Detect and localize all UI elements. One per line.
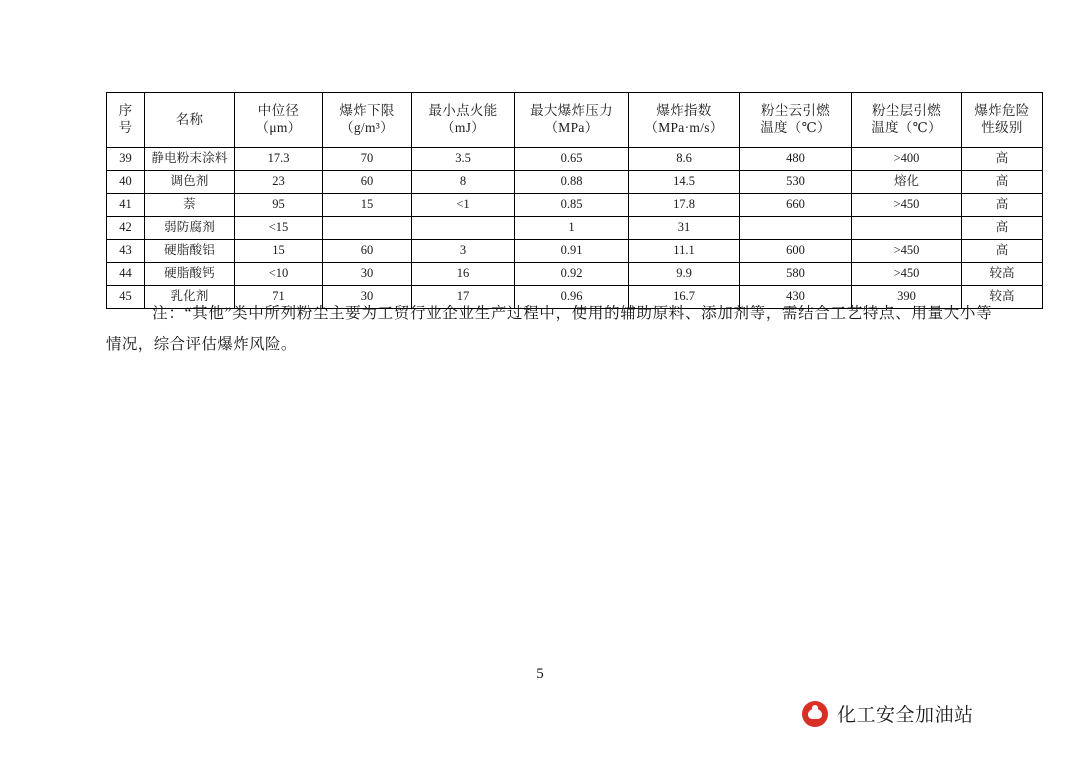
cell-risk-level: 高 xyxy=(962,240,1043,263)
cell-index: 42 xyxy=(107,217,145,240)
cell-lower-explosive-limit: 60 xyxy=(323,240,412,263)
cell-index: 43 xyxy=(107,240,145,263)
cell-index: 40 xyxy=(107,171,145,194)
header-line-1: 爆炸指数 xyxy=(656,103,712,119)
cell-name: 弱防腐剂 xyxy=(145,217,235,240)
watermark xyxy=(802,700,974,727)
cell-layer-ignition-temp: 熔化 xyxy=(852,171,962,194)
cell-layer-ignition-temp: >450 xyxy=(852,194,962,217)
cell-max-explosion-pressure: 0.65 xyxy=(515,148,629,171)
cell-median-diameter: 17.3 xyxy=(235,148,323,171)
table-row xyxy=(107,240,1043,263)
header-line-1: 最小点火能 xyxy=(428,103,498,119)
table-footnote xyxy=(106,298,992,360)
cell-layer-ignition-temp xyxy=(852,217,962,240)
cell-median-diameter: 71 xyxy=(235,286,323,309)
cell-median-diameter: <15 xyxy=(235,217,323,240)
cell-index: 39 xyxy=(107,148,145,171)
header-line-2: 性级别 xyxy=(981,120,1023,135)
cell-risk-level: 高 xyxy=(962,148,1043,171)
cell-index: 44 xyxy=(107,263,145,286)
header-cell-index xyxy=(107,93,145,148)
header-line-2: （mJ） xyxy=(441,120,485,135)
header-line-1: 序 xyxy=(118,103,133,119)
cell-layer-ignition-temp: >450 xyxy=(852,263,962,286)
cell-name: 萘 xyxy=(145,194,235,217)
header-line-2: （MPa·m/s） xyxy=(644,120,724,135)
cell-lower-explosive-limit: 30 xyxy=(323,286,412,309)
cell-median-diameter: <10 xyxy=(235,263,323,286)
header-cell-max-explosion-pressure xyxy=(515,93,629,148)
cell-lower-explosive-limit: 30 xyxy=(323,263,412,286)
table-row xyxy=(107,148,1043,171)
cell-explosion-index: 17.8 xyxy=(629,194,740,217)
cell-median-diameter: 95 xyxy=(235,194,323,217)
cell-explosion-index: 16.7 xyxy=(629,286,740,309)
cell-max-explosion-pressure: 0.88 xyxy=(515,171,629,194)
header-line-2: （μm） xyxy=(255,120,302,135)
cell-cloud-ignition-temp: 430 xyxy=(740,286,852,309)
cell-layer-ignition-temp: >450 xyxy=(852,240,962,263)
table-header-row xyxy=(107,93,1043,148)
cell-min-ignition-energy: 3.5 xyxy=(412,148,515,171)
cell-lower-explosive-limit: 60 xyxy=(323,171,412,194)
header-line-1: 粉尘层引燃 xyxy=(872,103,941,119)
cell-min-ignition-energy xyxy=(412,217,515,240)
cell-cloud-ignition-temp xyxy=(740,217,852,240)
header-line-1: 爆炸下限 xyxy=(339,103,395,119)
header-line-2: 号 xyxy=(118,120,133,135)
cell-name: 调色剂 xyxy=(145,171,235,194)
header-line-1: 中位径 xyxy=(257,103,300,119)
header-line-1: 名称 xyxy=(175,111,204,127)
footnote-text: 注：“其他”类中所列粉尘主要为工贸行业企业生产过程中，使用的辅助原料、添加剂等，需结合工艺特点、用量大小等情况，综合评估爆炸风险。 xyxy=(106,305,992,353)
header-line-1: 粉尘云引燃 xyxy=(761,103,830,119)
cell-max-explosion-pressure: 0.92 xyxy=(515,263,629,286)
cell-max-explosion-pressure: 1 xyxy=(515,217,629,240)
cell-lower-explosive-limit xyxy=(323,217,412,240)
cell-risk-level: 较高 xyxy=(962,286,1043,309)
table-row xyxy=(107,217,1043,240)
table-row xyxy=(107,171,1043,194)
cell-risk-level: 高 xyxy=(962,194,1043,217)
header-cell-risk-level xyxy=(962,93,1043,148)
cell-lower-explosive-limit: 15 xyxy=(323,194,412,217)
cell-cloud-ignition-temp: 480 xyxy=(740,148,852,171)
header-cell-cloud-ignition-temp xyxy=(740,93,852,148)
cell-explosion-index: 8.6 xyxy=(629,148,740,171)
cell-cloud-ignition-temp: 580 xyxy=(740,263,852,286)
header-line-2: 温度（℃） xyxy=(760,120,831,135)
cell-risk-level: 较高 xyxy=(962,263,1043,286)
header-line-2: （MPa） xyxy=(544,120,599,135)
cell-risk-level: 高 xyxy=(962,217,1043,240)
header-cell-min-ignition-energy xyxy=(412,93,515,148)
dust-explosion-parameters-table xyxy=(106,92,1043,309)
cell-cloud-ignition-temp: 660 xyxy=(740,194,852,217)
header-cell-name xyxy=(145,93,235,148)
cell-median-diameter: 15 xyxy=(235,240,323,263)
cell-name: 乳化剂 xyxy=(145,286,235,309)
cell-index: 45 xyxy=(107,286,145,309)
dust-explosion-table-container xyxy=(106,92,1030,309)
table-row xyxy=(107,263,1043,286)
cell-median-diameter: 23 xyxy=(235,171,323,194)
cell-min-ignition-energy: <1 xyxy=(412,194,515,217)
cell-layer-ignition-temp: 390 xyxy=(852,286,962,309)
cell-explosion-index: 9.9 xyxy=(629,263,740,286)
cell-cloud-ignition-temp: 600 xyxy=(740,240,852,263)
cell-name: 硬脂酸铝 xyxy=(145,240,235,263)
cell-index: 41 xyxy=(107,194,145,217)
header-line-2: （g/m³） xyxy=(340,120,394,135)
header-line-2: 温度（℃） xyxy=(871,120,942,135)
header-cell-layer-ignition-temp xyxy=(852,93,962,148)
cell-min-ignition-energy: 16 xyxy=(412,263,515,286)
header-cell-median-diameter xyxy=(235,93,323,148)
page-number: 5 xyxy=(536,666,544,682)
header-cell-explosion-index xyxy=(629,93,740,148)
cell-max-explosion-pressure: 0.91 xyxy=(515,240,629,263)
cell-risk-level: 高 xyxy=(962,171,1043,194)
header-line-1: 爆炸危险 xyxy=(974,103,1030,119)
cell-min-ignition-energy: 8 xyxy=(412,171,515,194)
header-cell-lower-explosive-limit xyxy=(323,93,412,148)
table-row xyxy=(107,194,1043,217)
cell-cloud-ignition-temp: 530 xyxy=(740,171,852,194)
cell-explosion-index: 31 xyxy=(629,217,740,240)
cell-name: 硬脂酸钙 xyxy=(145,263,235,286)
cell-explosion-index: 14.5 xyxy=(629,171,740,194)
cell-max-explosion-pressure: 0.85 xyxy=(515,194,629,217)
cell-name: 静电粉末涂料 xyxy=(145,148,235,171)
header-line-1: 最大爆炸压力 xyxy=(530,103,613,119)
watermark-label: 化工安全加油站 xyxy=(837,705,974,726)
cell-explosion-index: 11.1 xyxy=(629,240,740,263)
cell-max-explosion-pressure: 0.96 xyxy=(515,286,629,309)
cell-lower-explosive-limit: 70 xyxy=(323,148,412,171)
cell-min-ignition-energy: 17 xyxy=(412,286,515,309)
wechat-official-account-icon xyxy=(802,701,828,727)
table-body xyxy=(107,148,1043,309)
cell-layer-ignition-temp: >400 xyxy=(852,148,962,171)
cell-min-ignition-energy: 3 xyxy=(412,240,515,263)
